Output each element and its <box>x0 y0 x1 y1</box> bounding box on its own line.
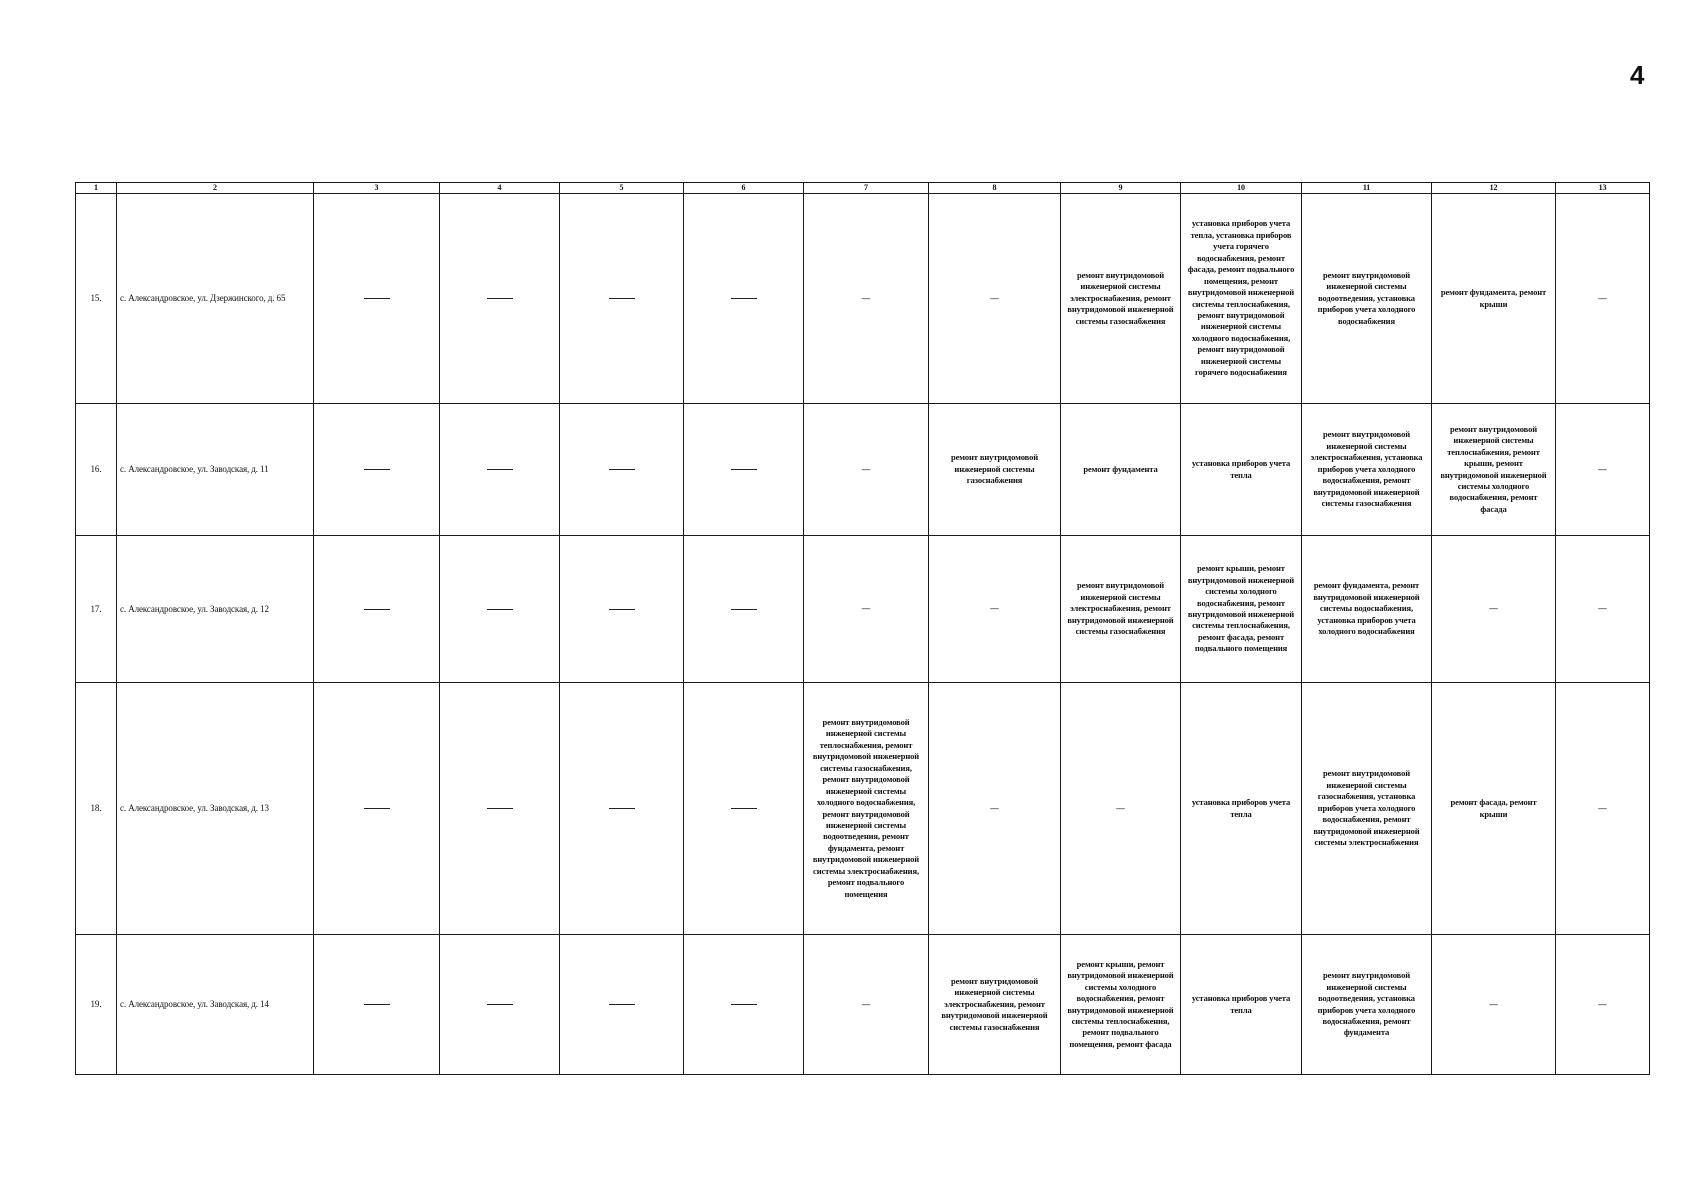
dash-mark <box>487 298 513 299</box>
empty-cell <box>440 536 560 683</box>
header-cell: 8 <box>929 183 1061 194</box>
empty-cell <box>560 683 684 935</box>
header-cell: 4 <box>440 183 560 194</box>
header-cell: 6 <box>684 183 804 194</box>
header-cell: 13 <box>1556 183 1650 194</box>
empty-cell <box>684 404 804 536</box>
row-number: 15. <box>76 194 117 404</box>
row-number: 16. <box>76 404 117 536</box>
dash-mark <box>609 298 635 299</box>
dash-mark <box>364 808 390 809</box>
cell-col11: ремонт внутридомовой инженерной системы электроснабжения, установка приборов учета холодного водоснабжения, ремонт внутридомовой инженерной системы газоснабжения <box>1302 404 1432 536</box>
empty-cell <box>314 194 440 404</box>
row-address: с. Александровское, ул. Заводская, д. 12 <box>117 536 314 683</box>
cell-col9: ремонт внутридомовой инженерной системы электроснабжения, ремонт внутридомовой инженерной системы газоснабжения <box>1061 194 1181 404</box>
cell-col12: — <box>1432 935 1556 1075</box>
cell-col8: — <box>929 194 1061 404</box>
dash-mark <box>731 808 757 809</box>
header-cell: 2 <box>117 183 314 194</box>
page-number: 4 <box>1630 60 1645 90</box>
row-number: 17. <box>76 536 117 683</box>
cell-col13: — <box>1556 194 1650 404</box>
cell-col7: — <box>804 194 929 404</box>
dash-mark <box>487 469 513 470</box>
cell-col10: установка приборов учета тепла, установка приборов учета горячего водоснабжения, ремонт фасада, ремонт подвального помещения, ремонт внутридомовой инженерной системы теплоснабжения, ремонт внутридомовой инженерной системы холодного водоснабжения, ремонт внутридомовой инженерной системы горячего водоснабжения <box>1181 194 1302 404</box>
header-cell: 1 <box>76 183 117 194</box>
empty-cell <box>560 194 684 404</box>
empty-cell <box>440 935 560 1075</box>
table-row <box>76 194 1650 404</box>
column-number-header <box>76 183 1650 194</box>
dash-mark <box>487 609 513 610</box>
header-cell: 9 <box>1061 183 1181 194</box>
empty-cell <box>684 536 804 683</box>
cell-col13: — <box>1556 536 1650 683</box>
empty-cell <box>560 935 684 1075</box>
cell-col8: — <box>929 536 1061 683</box>
header-cell: 5 <box>560 183 684 194</box>
empty-cell <box>314 935 440 1075</box>
empty-cell <box>560 536 684 683</box>
empty-cell <box>684 935 804 1075</box>
cell-col8: ремонт внутридомовой инженерной системы электроснабжения, ремонт внутридомовой инженерной системы газоснабжения <box>929 935 1061 1075</box>
dash-mark <box>364 469 390 470</box>
dash-mark <box>731 609 757 610</box>
dash-mark <box>364 609 390 610</box>
dash-mark <box>609 1004 635 1005</box>
dash-mark <box>731 298 757 299</box>
cell-col13: — <box>1556 935 1650 1075</box>
cell-col8: — <box>929 683 1061 935</box>
cell-col10: установка приборов учета тепла <box>1181 935 1302 1075</box>
cell-col7: — <box>804 935 929 1075</box>
row-address: с. Александровское, ул. Заводская, д. 14 <box>117 935 314 1075</box>
cell-col10: установка приборов учета тепла <box>1181 404 1302 536</box>
row-address: с. Александровское, ул. Заводская, д. 13 <box>117 683 314 935</box>
dash-mark <box>731 1004 757 1005</box>
row-number: 19. <box>76 935 117 1075</box>
dash-mark <box>364 298 390 299</box>
header-cell: 3 <box>314 183 440 194</box>
row-address: с. Александровское, ул. Заводская, д. 11 <box>117 404 314 536</box>
cell-col7: ремонт внутридомовой инженерной системы теплоснабжения, ремонт внутридомовой инженерной системы газоснабжения, ремонт внутридомовой инженерной системы холодного водоснабжения, ремонт внутридомовой инженерной системы водоотведения, ремонт фундамента, ремонт внутридомовой инженерной системы электроснабжения, ремонт подвального помещения <box>804 683 929 935</box>
dash-mark <box>609 469 635 470</box>
cell-col12: — <box>1432 536 1556 683</box>
empty-cell <box>314 683 440 935</box>
cell-col10: установка приборов учета тепла <box>1181 683 1302 935</box>
dash-mark <box>731 469 757 470</box>
cell-col13: — <box>1556 404 1650 536</box>
cell-col7: — <box>804 536 929 683</box>
dash-mark <box>487 808 513 809</box>
cell-col13: — <box>1556 683 1650 935</box>
row-number: 18. <box>76 683 117 935</box>
cell-col12: ремонт внутридомовой инженерной системы теплоснабжения, ремонт крыши, ремонт внутридомовой инженерной системы холодного водоснабжения, ремонт фасада <box>1432 404 1556 536</box>
dash-mark <box>487 1004 513 1005</box>
row-address: с. Александровское, ул. Дзержинского, д. 65 <box>117 194 314 404</box>
header-cell: 7 <box>804 183 929 194</box>
empty-cell <box>440 194 560 404</box>
empty-cell <box>440 404 560 536</box>
empty-cell <box>560 404 684 536</box>
cell-col11: ремонт внутридомовой инженерной системы водоотведения, установка приборов учета холодного водоснабжения, ремонт фундамента <box>1302 935 1432 1075</box>
cell-col9: ремонт внутридомовой инженерной системы электроснабжения, ремонт внутридомовой инженерной системы газоснабжения <box>1061 536 1181 683</box>
table-row <box>76 536 1650 683</box>
repair-schedule-table <box>75 182 1650 1075</box>
cell-col11: ремонт внутридомовой инженерной системы газоснабжения, установка приборов учета холодного водоснабжения, ремонт внутридомовой инженерной системы электроснабжения <box>1302 683 1432 935</box>
dash-mark <box>364 1004 390 1005</box>
cell-col8: ремонт внутридомовой инженерной системы газоснабжения <box>929 404 1061 536</box>
table-row <box>76 683 1650 935</box>
cell-col11: ремонт внутридомовой инженерной системы водоотведения, установка приборов учета холодного водоснабжения <box>1302 194 1432 404</box>
empty-cell <box>314 404 440 536</box>
cell-col9: — <box>1061 683 1181 935</box>
empty-cell <box>684 683 804 935</box>
empty-cell <box>314 536 440 683</box>
dash-mark <box>609 609 635 610</box>
cell-col10: ремонт крыши, ремонт внутридомовой инженерной системы холодного водоснабжения, ремонт внутридомовой инженерной системы теплоснабжения, ремонт фасада, ремонт подвального помещения <box>1181 536 1302 683</box>
cell-col11: ремонт фундамента, ремонт внутридомовой инженерной системы водоснабжения, установка приборов учета холодного водоснабжения <box>1302 536 1432 683</box>
cell-col12: ремонт фундамента, ремонт крыши <box>1432 194 1556 404</box>
empty-cell <box>440 683 560 935</box>
header-cell: 11 <box>1302 183 1432 194</box>
cell-col7: — <box>804 404 929 536</box>
table-row <box>76 935 1650 1075</box>
header-cell: 10 <box>1181 183 1302 194</box>
cell-col9: ремонт крыши, ремонт внутридомовой инженерной системы холодного водоснабжения, ремонт внутридомовой инженерной системы теплоснабжения, ремонт подвального помещения, ремонт фасада <box>1061 935 1181 1075</box>
cell-col9: ремонт фундамента <box>1061 404 1181 536</box>
empty-cell <box>684 194 804 404</box>
header-cell: 12 <box>1432 183 1556 194</box>
cell-col12: ремонт фасада, ремонт крыши <box>1432 683 1556 935</box>
dash-mark <box>609 808 635 809</box>
table-row <box>76 404 1650 536</box>
